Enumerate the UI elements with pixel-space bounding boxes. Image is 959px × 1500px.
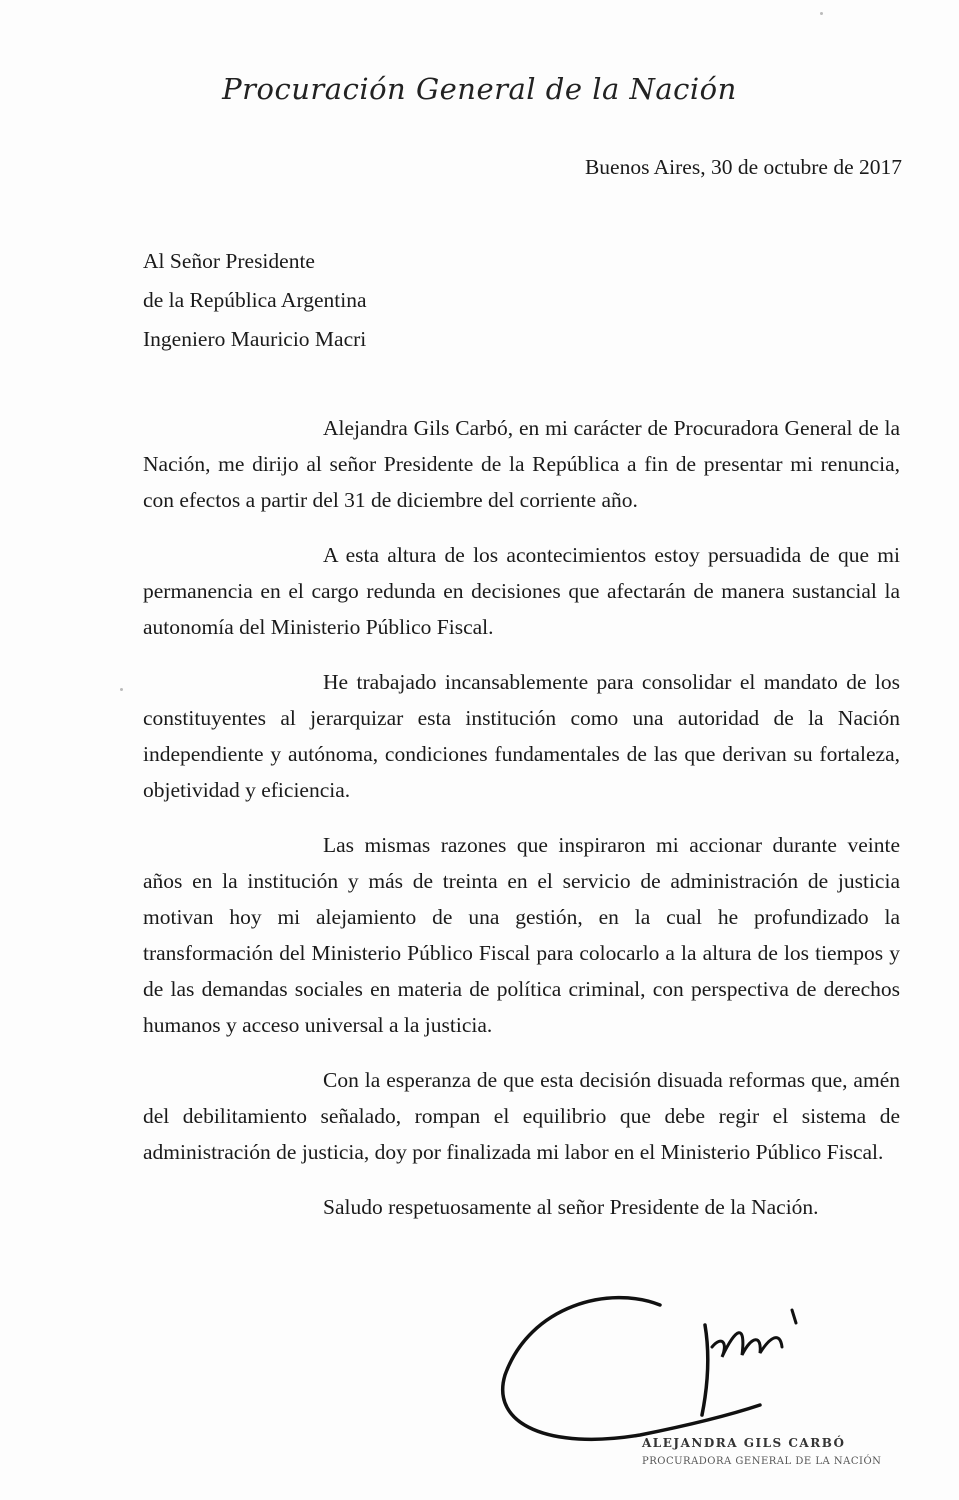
addressee-line: Ingeniero Mauricio Macri <box>143 327 367 351</box>
letterhead: Procuración General de la Nación <box>222 72 737 106</box>
handwritten-signature <box>490 1265 890 1465</box>
letter-date: Buenos Aires, 30 de octubre de 2017 <box>584 155 902 179</box>
paper-speck <box>820 12 823 15</box>
body-paragraph: A esta altura de los acontecimientos estoy persuadida de que mi permanencia en el cargo redunda en decisiones que afectarán de manera sustancial la autonomía del Ministerio Público Fiscal. <box>143 543 900 639</box>
addressee-block <box>143 242 367 359</box>
body-paragraph: Alejandra Gils Carbó, en mi carácter de Procuradora General de la Nación, me dirijo al señor Presidente de la República a fin de presentar mi renuncia, con efectos a partir del 31 de diciembre del corriente año. <box>143 416 900 512</box>
body-paragraph: Las mismas razones que inspiraron mi accionar durante veinte años en la institución y más de treinta en el servicio de administración de justicia motivan hoy mi alejamiento de una gestión, en la cual he profundizado la transformación del Ministerio Público Fiscal para colocarlo a la altura de los tiempos y de las demandas sociales en materia de política criminal, con perspectiva de derechos humanos y acceso universal a la justicia. <box>143 833 900 1037</box>
closing-line: Saludo respetuosamente al señor Presidente de la Nación. <box>323 1195 819 1219</box>
addressee-line: de la República Argentina <box>143 288 367 312</box>
addressee-line: Al Señor Presidente <box>143 249 315 273</box>
letter-body <box>143 410 900 1244</box>
body-paragraph: He trabajado incansablemente para consolidar el mandato de los constituyentes al jerarquizar esta institución como una autoridad de la Nación independiente y autónoma, condiciones fundamentales de las que derivan su fortaleza, objetividad y eficiencia. <box>143 670 900 802</box>
signatory-title: PROCURADORA GENERAL DE LA NACIÓN <box>642 1456 882 1467</box>
body-paragraph: Con la esperanza de que esta decisión disuada reformas que, amén del debilitamiento señalado, rompan el equilibrio que debe regir el sistema de administración de justicia, doy por finalizada mi labor en el Ministerio Público Fiscal. <box>143 1068 900 1164</box>
signatory-name: ALEJANDRA GILS CARBÓ <box>642 1436 846 1450</box>
paper-speck <box>120 688 123 691</box>
